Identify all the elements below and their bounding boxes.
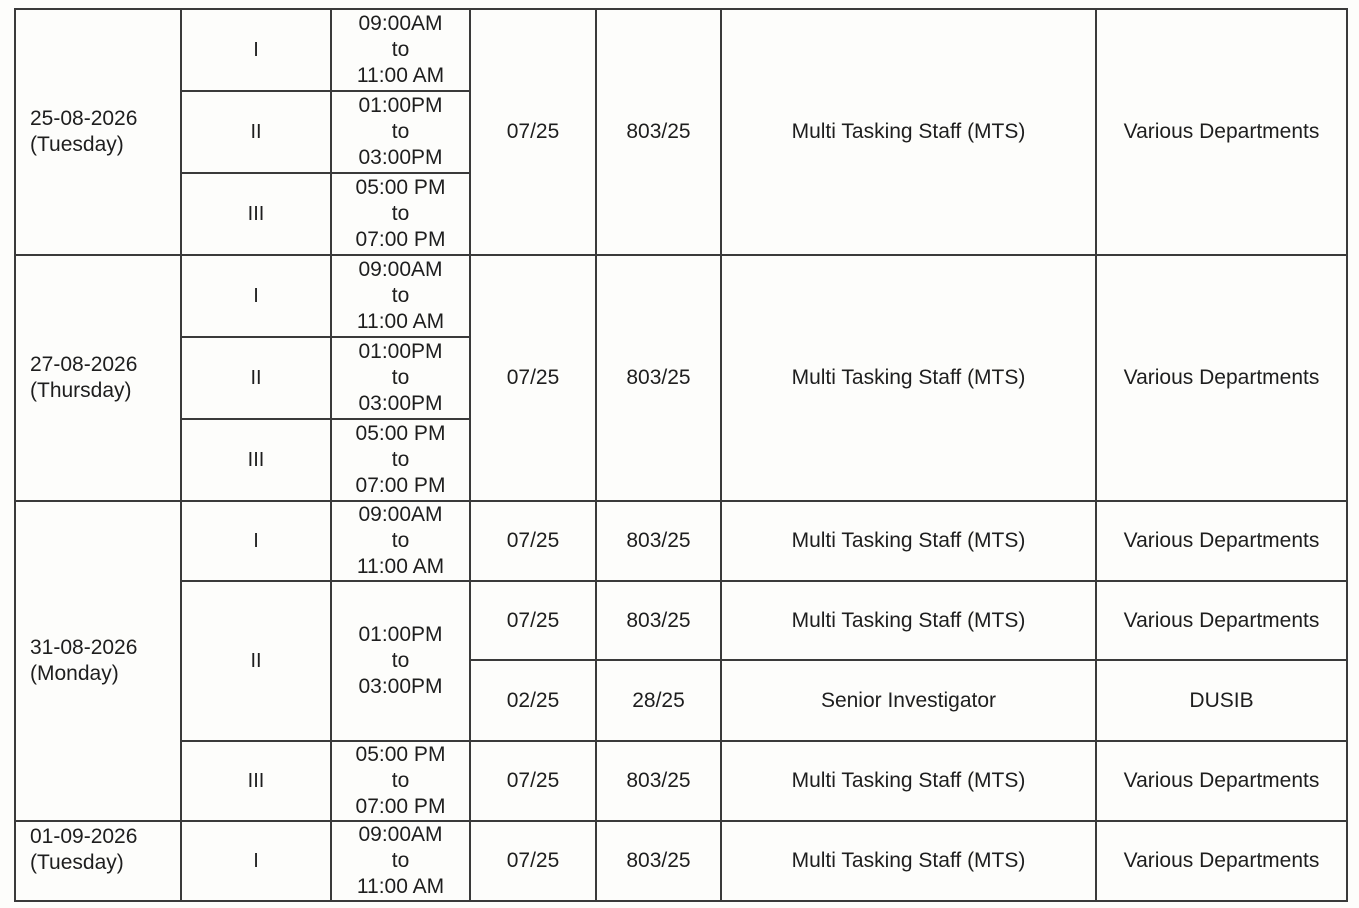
time-to: to [391, 849, 410, 872]
time-end: 03:00PM [358, 392, 443, 415]
time-end: 03:00PM [358, 675, 443, 698]
post-name-cell: Multi Tasking Staff (MTS) [721, 501, 1096, 581]
table-row [15, 581, 1347, 660]
shift-cell: II [181, 337, 331, 419]
exam-schedule-page [14, 8, 1346, 898]
time-end: 11:00 AM [356, 64, 445, 87]
advt-no-cell: 07/25 [470, 255, 596, 501]
advt-no-cell: 07/25 [470, 581, 596, 660]
post-code-cell: 803/25 [596, 741, 721, 821]
post-name-cell: Multi Tasking Staff (MTS) [721, 821, 1096, 901]
time-cell [331, 741, 470, 821]
exam-date: 25-08-2026 [30, 107, 138, 130]
department-cell: Various Departments [1096, 741, 1347, 821]
post-code-cell: 803/25 [596, 255, 721, 501]
advt-no-cell: 07/25 [470, 9, 596, 255]
advt-no-cell: 07/25 [470, 501, 596, 581]
time-end: 07:00 PM [355, 228, 446, 251]
time-to: to [391, 120, 410, 143]
shift-cell: I [181, 255, 331, 337]
time-cell [331, 501, 470, 581]
time-to: to [391, 529, 410, 552]
time-end: 11:00 AM [356, 875, 445, 898]
department-cell: Various Departments [1096, 255, 1347, 501]
time-end: 03:00PM [358, 146, 443, 169]
post-code-cell: 803/25 [596, 501, 721, 581]
post-name-cell: Multi Tasking Staff (MTS) [721, 9, 1096, 255]
time-start: 09:00AM [358, 12, 443, 35]
exam-date: 27-08-2026 [30, 353, 138, 376]
shift-cell: I [181, 501, 331, 581]
post-name-cell: Senior Investigator [721, 660, 1096, 741]
time-to: to [391, 448, 410, 471]
time-start: 09:00AM [358, 503, 443, 526]
post-name-cell: Multi Tasking Staff (MTS) [721, 255, 1096, 501]
time-cell [331, 419, 470, 501]
time-end: 07:00 PM [355, 795, 446, 818]
time-end: 11:00 AM [356, 310, 445, 333]
time-cell [331, 91, 470, 173]
advt-no-cell: 07/25 [470, 821, 596, 901]
post-code-cell: 803/25 [596, 9, 721, 255]
time-cell [331, 337, 470, 419]
exam-date: 31-08-2026 [30, 636, 138, 659]
time-start: 05:00 PM [355, 176, 446, 199]
time-start: 09:00AM [358, 823, 443, 846]
time-to: to [391, 649, 410, 672]
time-cell [331, 9, 470, 91]
advt-no-cell: 07/25 [470, 741, 596, 821]
post-name-cell: Multi Tasking Staff (MTS) [721, 581, 1096, 660]
department-cell: Various Departments [1096, 581, 1347, 660]
time-to: to [391, 202, 410, 225]
shift-cell: III [181, 173, 331, 255]
date-cell [15, 9, 181, 255]
time-end: 11:00 AM [356, 555, 445, 578]
time-to: to [391, 769, 410, 792]
exam-weekday: (Thursday) [30, 379, 132, 402]
time-cell [331, 581, 470, 741]
department-cell: Various Departments [1096, 821, 1347, 901]
date-cell [15, 821, 181, 901]
date-cell [15, 501, 181, 821]
department-cell: DUSIB [1096, 660, 1347, 741]
table-row [15, 821, 1347, 901]
time-end: 07:00 PM [355, 474, 446, 497]
table-row [15, 501, 1347, 581]
post-code-cell: 803/25 [596, 821, 721, 901]
time-cell [331, 255, 470, 337]
time-start: 01:00PM [358, 94, 443, 117]
shift-cell: II [181, 91, 331, 173]
time-start: 01:00PM [358, 623, 443, 646]
time-start: 05:00 PM [355, 422, 446, 445]
department-cell: Various Departments [1096, 9, 1347, 255]
exam-schedule-table [14, 8, 1348, 902]
shift-cell: III [181, 419, 331, 501]
exam-weekday: (Monday) [30, 662, 119, 685]
advt-no-cell: 02/25 [470, 660, 596, 741]
exam-date: 01-09-2026 [30, 825, 138, 848]
table-row [15, 741, 1347, 821]
time-to: to [391, 38, 410, 61]
time-cell [331, 173, 470, 255]
time-start: 09:00AM [358, 258, 443, 281]
shift-cell: II [181, 581, 331, 741]
exam-weekday: (Tuesday) [30, 851, 124, 874]
shift-cell: I [181, 821, 331, 901]
post-code-cell: 803/25 [596, 581, 721, 660]
post-code-cell: 28/25 [596, 660, 721, 741]
time-start: 05:00 PM [355, 743, 446, 766]
table-row [15, 255, 1347, 337]
time-start: 01:00PM [358, 340, 443, 363]
time-cell [331, 821, 470, 901]
shift-cell: I [181, 9, 331, 91]
post-name-cell: Multi Tasking Staff (MTS) [721, 741, 1096, 821]
shift-cell: III [181, 741, 331, 821]
time-to: to [391, 284, 410, 307]
table-row [15, 9, 1347, 91]
department-cell: Various Departments [1096, 501, 1347, 581]
time-to: to [391, 366, 410, 389]
date-cell [15, 255, 181, 501]
exam-weekday: (Tuesday) [30, 133, 124, 156]
